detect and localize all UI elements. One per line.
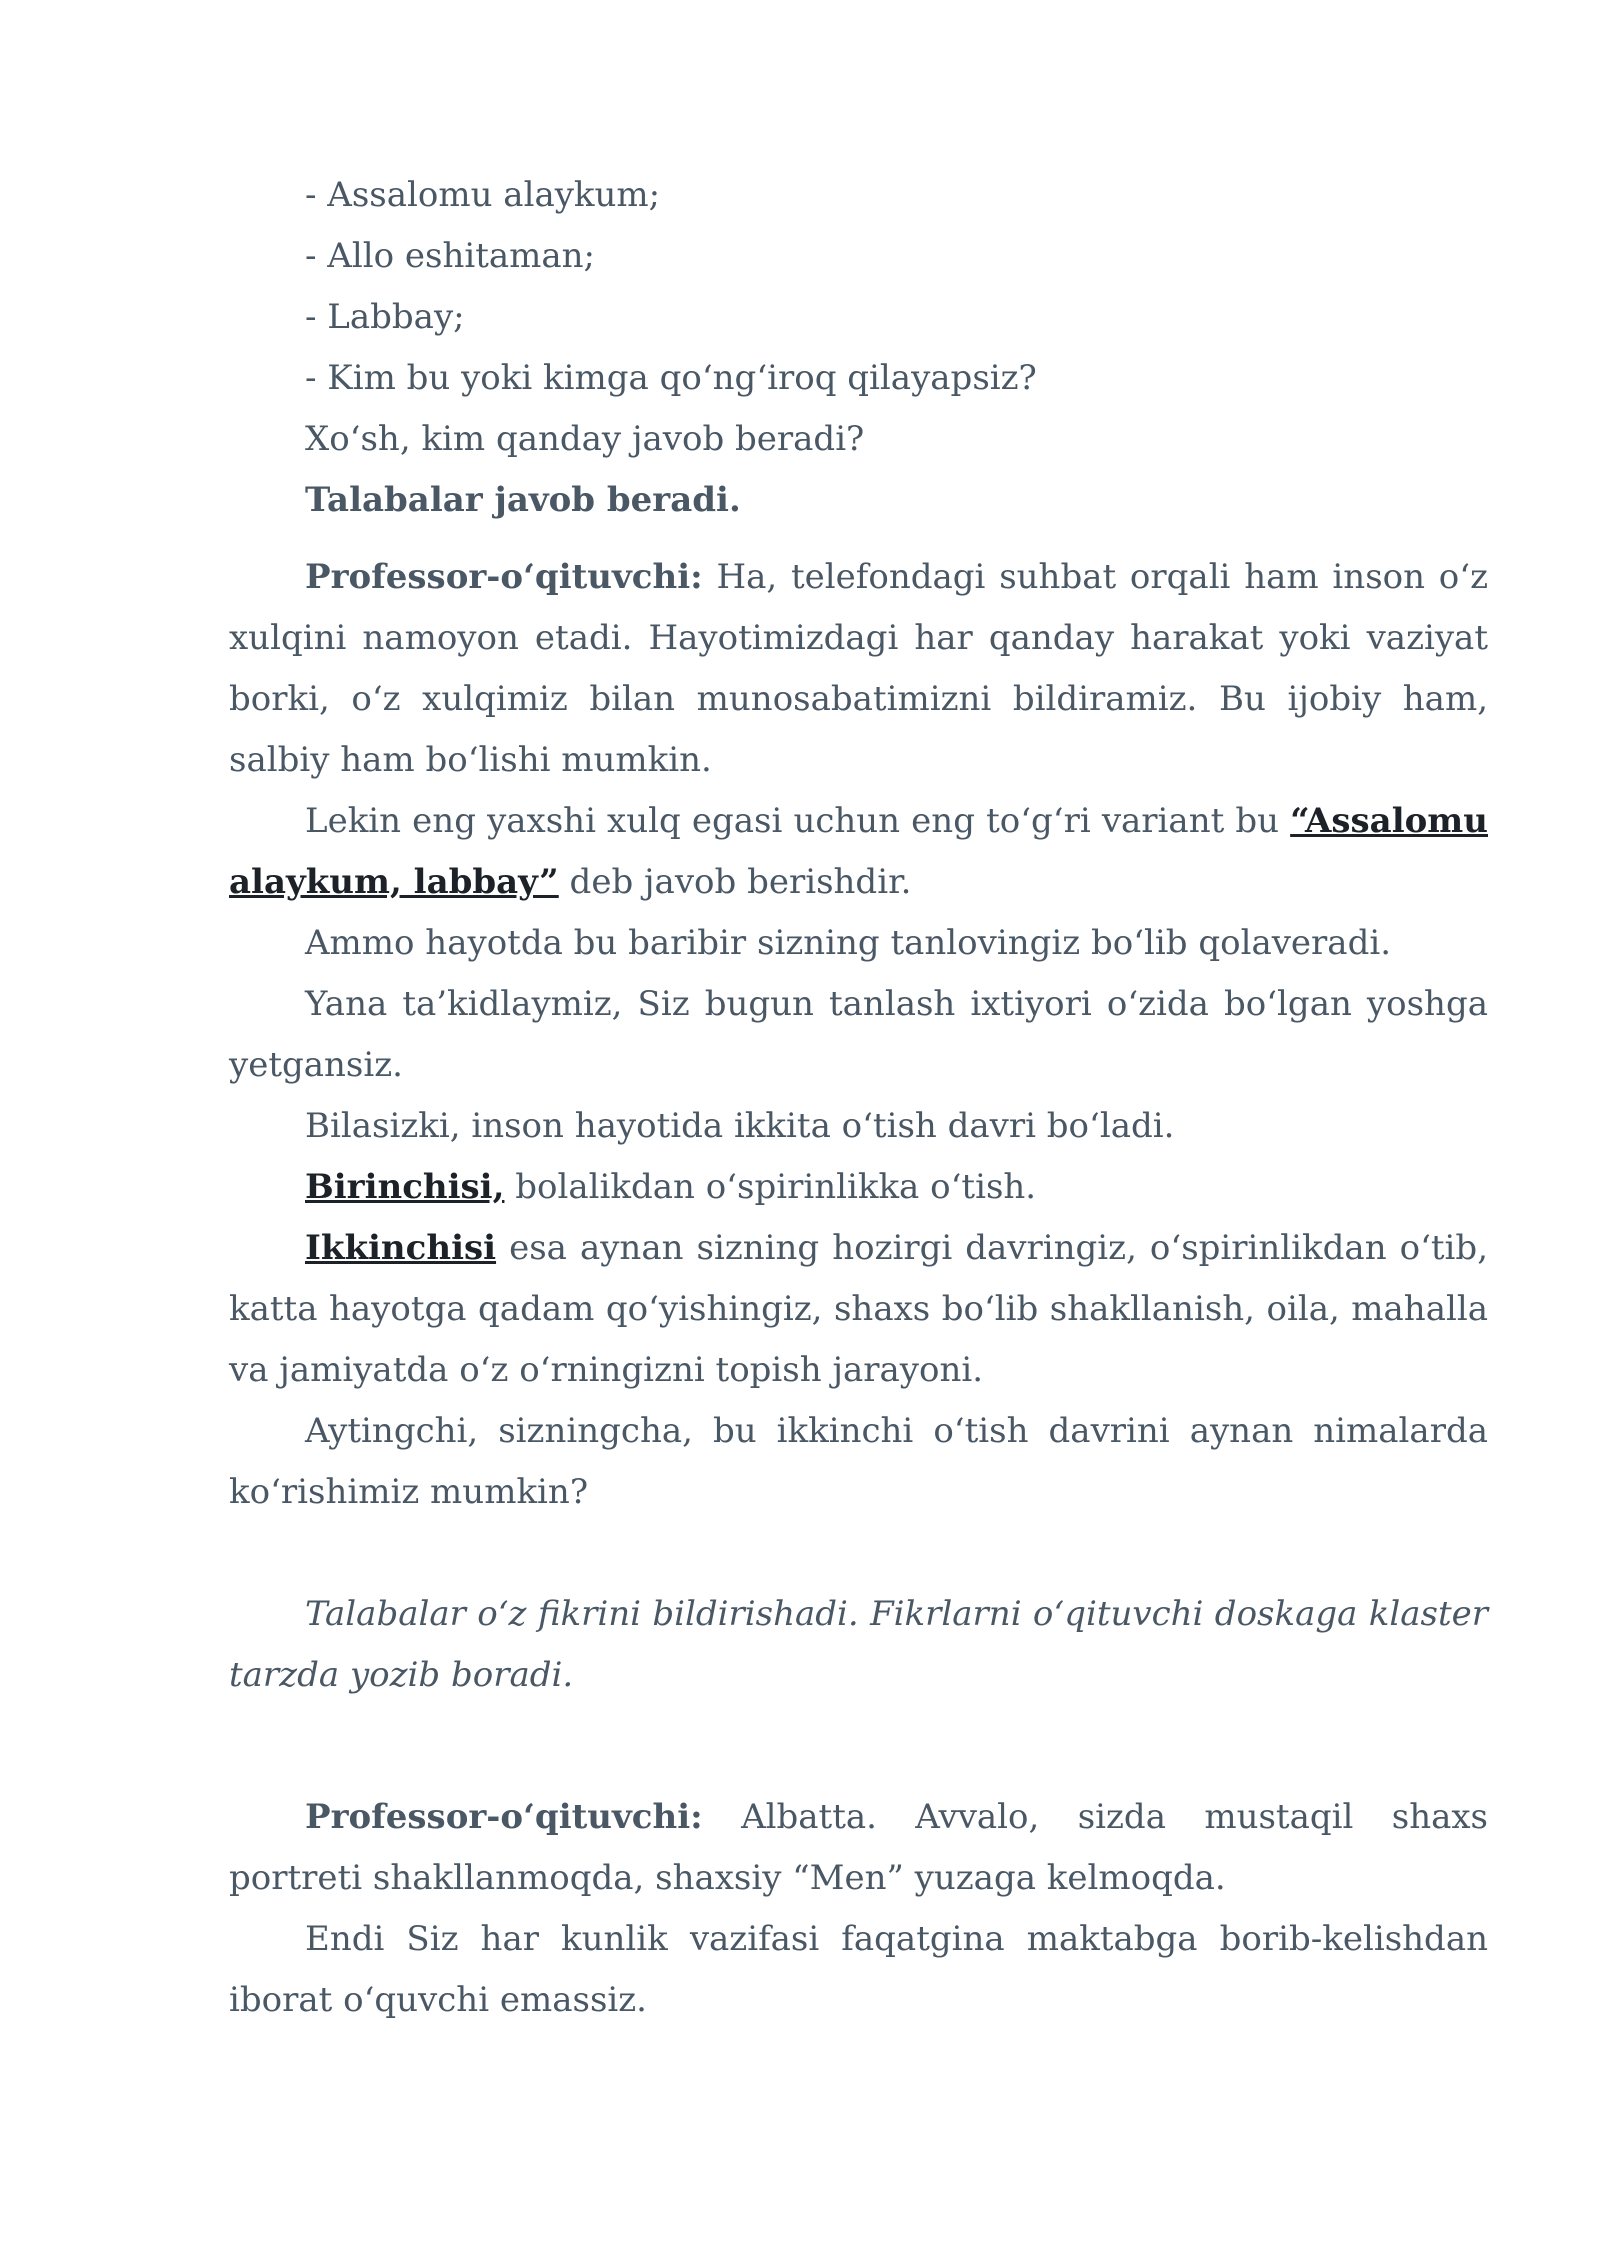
paragraph-question: Aytingchi, sizningcha, bu ikkinchi o‘tish davrini aynan nimalarda ko‘rishimiz mumkin? (229, 1411, 1488, 1512)
term-second: Ikkinchisi (305, 1228, 497, 1268)
paragraph-final: Endi Siz har kunlik vazifasi faqatgina maktabga borib-kelishdan iborat o‘quvchi emassiz. (229, 1919, 1488, 2020)
dialog-line-labbay: - Labbay; (305, 297, 465, 337)
paragraph-text: Albatta. Avvalo, sizda mustaqil shaxs portreti shakllanmoqda, shaxsiy “Men” yuzaga kelmoqda. (229, 1797, 1488, 1898)
dialog-line-allo: - Allo eshitaman; (305, 236, 596, 276)
students-answer-line: Talabalar javob beradi. (305, 480, 741, 520)
paragraph-transition-periods: Bilasizki, inson hayotida ikkita o‘tish davri bo‘ladi. (305, 1106, 1175, 1146)
paragraph-professor-1 (229, 547, 1488, 791)
dialog-line-who: - Kim bu yoki kimga qo‘ng‘iroq qilayapsiz? (305, 358, 1037, 398)
paragraph-text: esa aynan sizning hozirgi davringiz, o‘spirinlikdan o‘tib, katta hayotga qadam qo‘yishingiz, shaxs bo‘lib shakllanish, oila, mahalla va jamiyatda o‘z o‘rningizni topish jarayoni. (229, 1228, 1488, 1390)
term-first: Birinchisi, (305, 1167, 505, 1207)
paragraph-text: Ha, telefondagi suhbat orqali ham inson o‘z xulqini namoyon etadi. Hayotimizdagi har qanday harakat yoki vaziyat borki, o‘z xulqimiz bilan munosabatimizni bildiramiz. Bu ijobiy ham, salbiy ham bo‘lishi mumkin. (229, 557, 1488, 780)
paragraph-choice: Ammo hayotda bu baribir sizning tanlovingiz bo‘lib qolaveradi. (305, 923, 1392, 963)
question-line: Xo‘sh, kim qanday javob beradi? (305, 419, 865, 459)
paragraph-professor-2 (229, 1787, 1488, 1909)
paragraph-first-period (229, 1157, 1488, 1218)
paragraph-text: bolalikdan o‘spirinlikka o‘tish. (504, 1167, 1037, 1207)
speaker-label: Professor-o‘qituvchi: (305, 557, 703, 597)
paragraph-text: deb javob berishdir. (558, 862, 912, 902)
paragraph-students-instruction: Talabalar o‘z fikrini bildirishadi. Fikrlarni o‘qituvchi doskaga klaster tarzda yozib boradi. (229, 1594, 1488, 1695)
paragraph-best-variant (229, 791, 1488, 913)
paragraph-text: Lekin eng yaxshi xulq egasi uchun eng to‘g‘ri variant bu (305, 801, 1291, 841)
dialog-line-greeting: - Assalomu alaykum; (305, 175, 661, 215)
paragraph-emphasis: Yana ta’kidlaymiz, Siz bugun tanlash ixtiyori o‘zida bo‘lgan yoshga yetgansiz. (229, 984, 1488, 1085)
highlighted-phrase: “Assalomu alaykum, labbay” (229, 801, 1488, 902)
paragraph-second-period (229, 1218, 1488, 1401)
document-page (229, 165, 1488, 2031)
speaker-label: Professor-o‘qituvchi: (305, 1797, 703, 1837)
